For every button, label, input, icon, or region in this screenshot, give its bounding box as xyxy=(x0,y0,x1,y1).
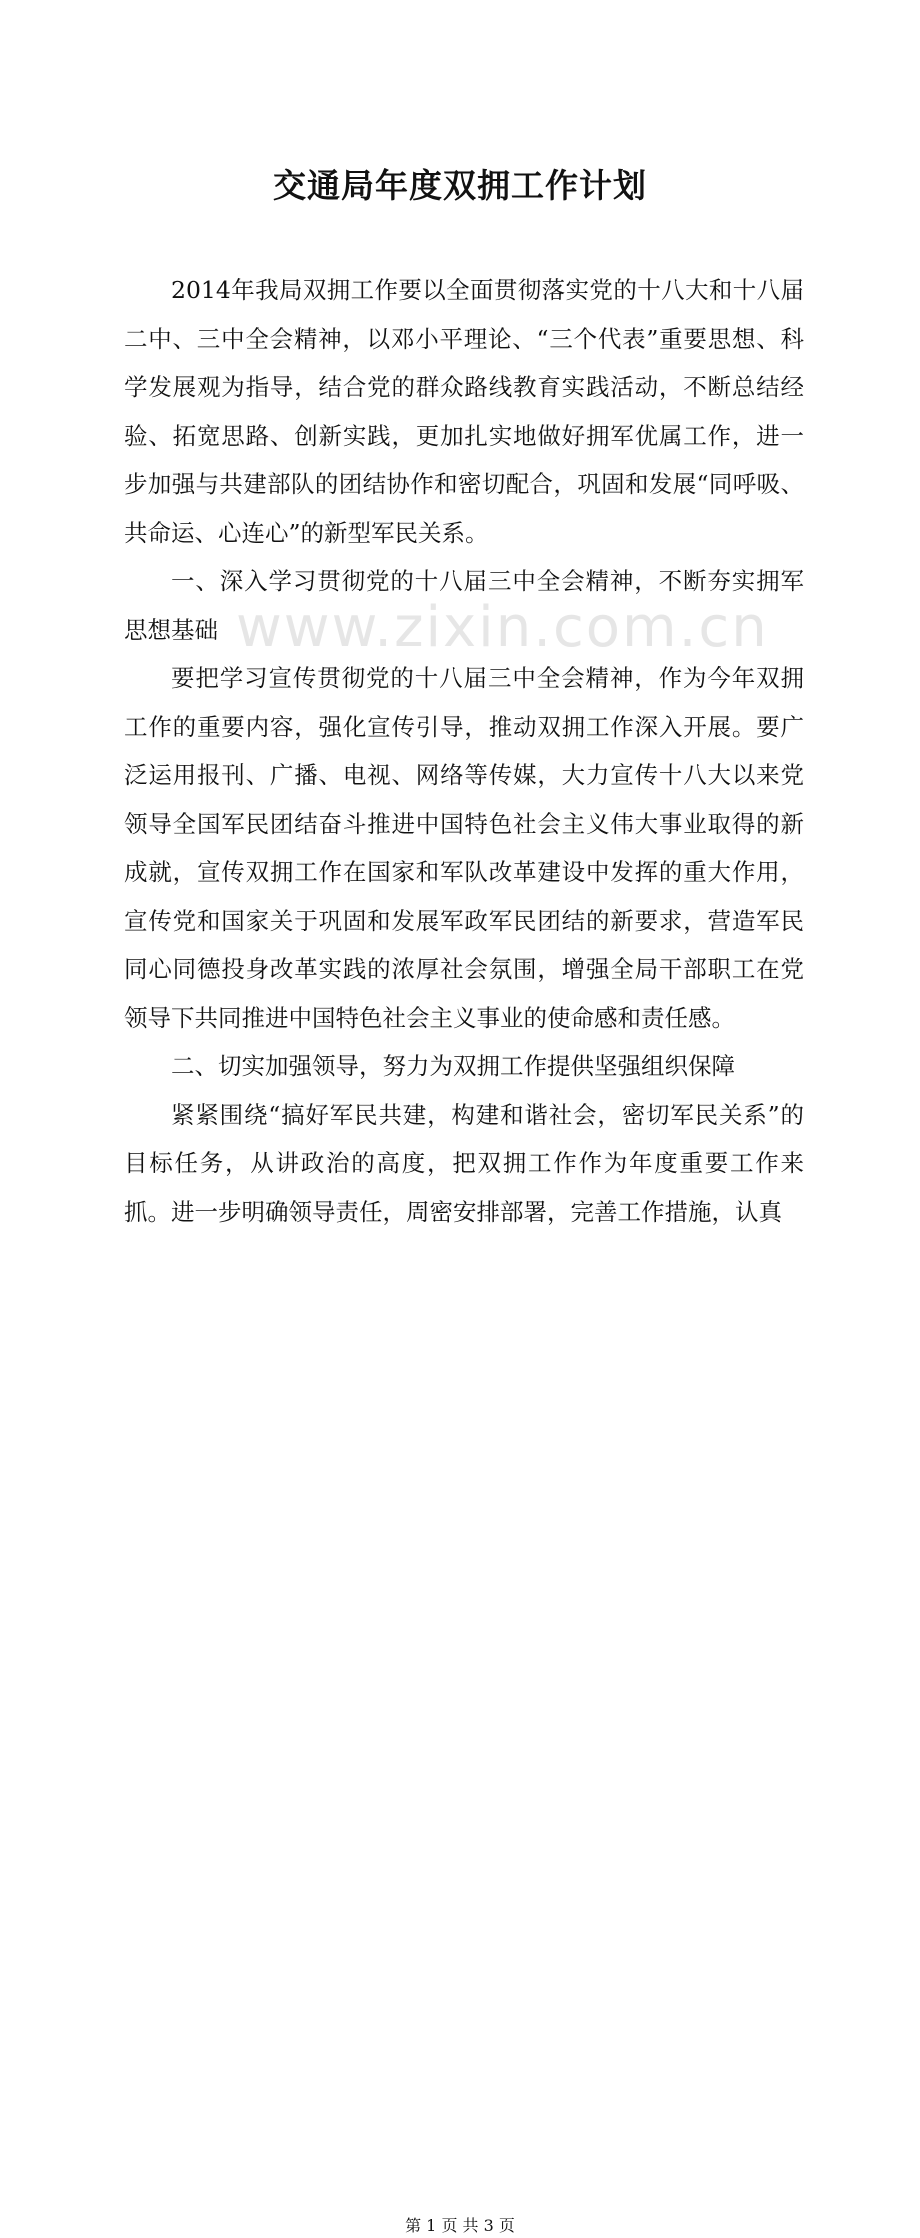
paragraph-intro: 2014年我局双拥工作要以全面贯彻落实党的十八大和十八届二中、三中全会精神，以邓小平理论、“三个代表”重要思想、科学发展观为指导，结合党的群众路线教育实践活动，不断总结经验、拓宽思路、创新实践，更加扎实地做好拥军优属工作，进一步加强与共建部队的团结协作和密切配合，巩固和发展“同呼吸、共命运、心连心”的新型军民关系。 xyxy=(124,276,804,547)
document-title: 交通局年度双拥工作计划 xyxy=(273,166,647,205)
document-body xyxy=(124,266,804,1236)
page-footer: 第 1 页 共 3 页 xyxy=(405,2216,515,2235)
paragraph-section-1: 要把学习宣传贯彻党的十八届三中全会精神，作为今年双拥工作的重要内容，强化宣传引导，推动双拥工作深入开展。要广泛运用报刊、广播、电视、网络等传媒，大力宣传十八大以来党领导全国军民团结奋斗推进中国特色社会主义伟大事业取得的新成就，宣传双拥工作在国家和军队改革建设中发挥的重大作用，宣传党和国家关于巩固和发展军政军民团结的新要求，营造军民同心同德投身改革实践的浓厚社会氛围，增强全局干部职工在党领导下共同推进中国特色社会主义事业的使命感和责任感。 xyxy=(124,664,804,1032)
paragraph-section-2: 紧紧围绕“搞好军民共建，构建和谐社会，密切军民关系”的目标任务，从讲政治的高度，把双拥工作作为年度重要工作来抓。进一步明确领导责任，周密安排部署，完善工作措施，认真 xyxy=(124,1100,804,1226)
section-heading-2: 二、切实加强领导，努力为双拥工作提供坚强组织保障 xyxy=(171,1052,735,1080)
watermark: www.zixin.com.cn xyxy=(236,595,769,660)
section-heading-1: 一、深入学习贯彻党的十八届三中全会精神，不断夯实拥军思想基础 xyxy=(124,567,804,644)
